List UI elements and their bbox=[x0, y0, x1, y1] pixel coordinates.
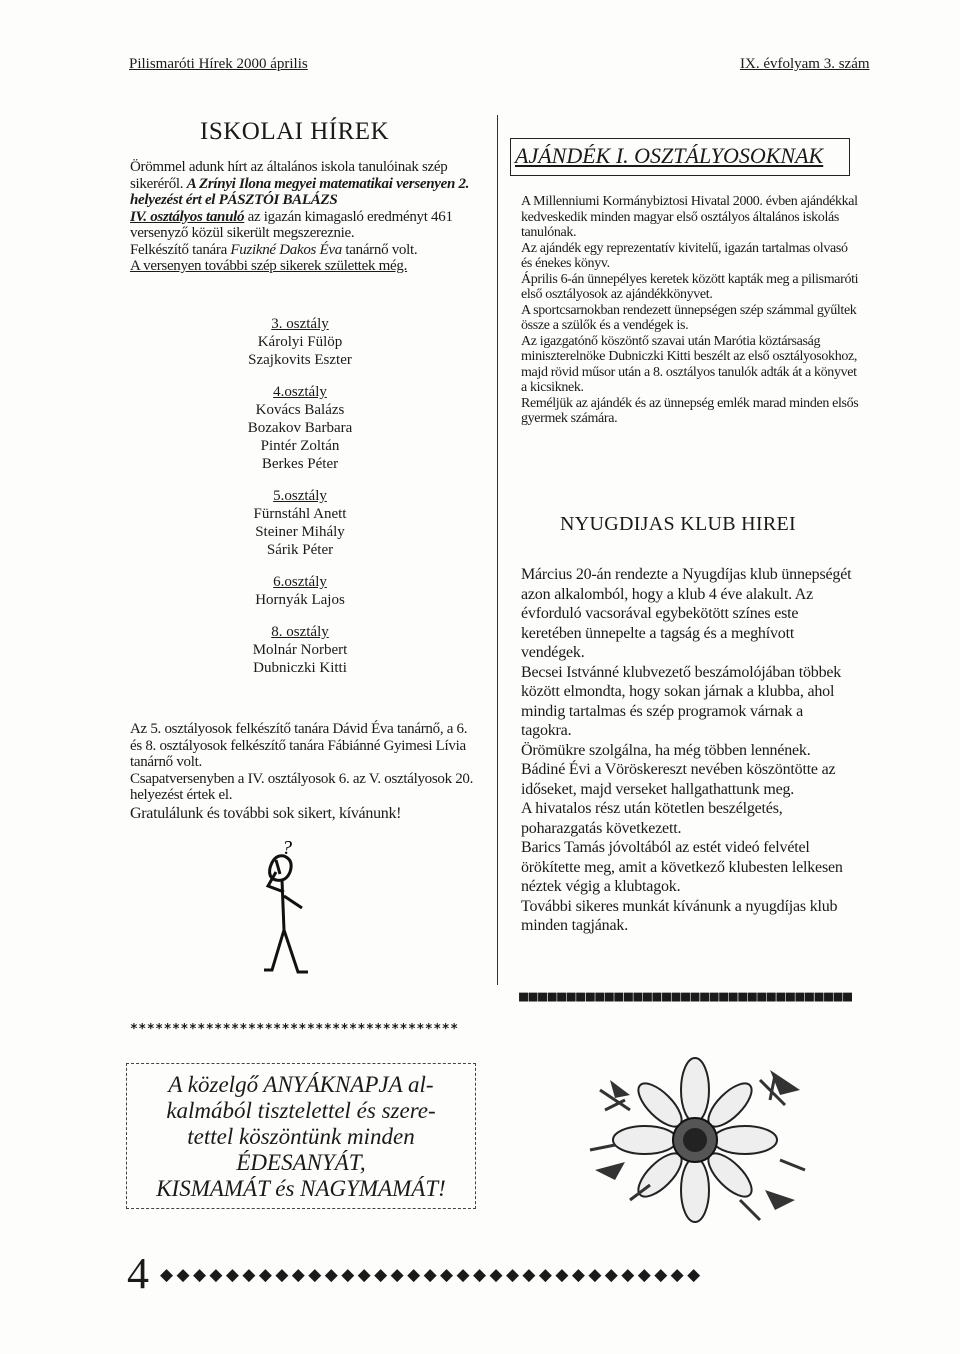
gift-article bbox=[521, 194, 861, 427]
square-dot-separator: ■■■■■■■■■■■■■■■■■■■■■■■■■■■■■■■■■■■ bbox=[519, 987, 853, 1005]
student-name: Dubniczki Kitti bbox=[253, 660, 347, 676]
intro-teacher-prefix: Felkészítő tanára bbox=[130, 241, 231, 258]
intro-text: Örömmel adunk hírt az általános iskola tanulóinak szép sikeréről. bbox=[130, 159, 448, 192]
student-name: Molnár Norbert bbox=[252, 642, 348, 658]
student-name: Pintér Zoltán bbox=[260, 438, 340, 454]
intro-more: A versenyen további szép sikerek születtek még. bbox=[130, 258, 408, 274]
intro-result: az igazán kimagasló eredményt 461 versenyző közül sikerült megszereznie. bbox=[130, 208, 453, 241]
student-name: Steiner Mihály bbox=[255, 524, 345, 540]
school-news-intro bbox=[130, 159, 480, 275]
gift-paragraph: Reméljük az ajándék és az ünnepség emlék marad minden elsős gyermek számára. bbox=[521, 395, 859, 426]
outro-congrats: Gratulálunk és további sok sikert, kívánunk! bbox=[130, 804, 402, 822]
mothers-day-line: tettel köszöntünk minden bbox=[187, 1124, 415, 1149]
student-name: Sárik Péter bbox=[266, 542, 334, 558]
club-paragraph: Március 20-án rendezte a Nyugdíjas klub ünnepségét azon alkalomból, hogy a klub 4 éve alakult. Az évforduló vacsorával egybekötött színes este keretében ünnepelte a tagság és a meghívott vendégek. bbox=[521, 566, 852, 661]
mothers-day-line: kalmából tisztelettel és szere- bbox=[166, 1098, 436, 1123]
student-name: Kovács Balázs bbox=[255, 402, 345, 418]
club-paragraph: Bádiné Évi a Vöröskereszt nevében köszöntötte az időseket, majd verseket hallgathattunk meg. bbox=[521, 761, 836, 798]
student-name: Szajkovits Eszter bbox=[248, 352, 352, 368]
column-divider bbox=[497, 115, 498, 985]
gift-paragraph: A sportcsarnokban rendezett ünnepségen szép számmal gyűltek össze a szülők és a vendégek is. bbox=[521, 302, 857, 333]
class-block bbox=[200, 383, 400, 473]
intro-teacher-suffix: tanárnő volt. bbox=[341, 241, 418, 258]
page-number: 4 bbox=[127, 1249, 149, 1298]
question-mark: ? bbox=[282, 838, 292, 859]
intro-teacher-name: Fuzikné Dakos Éva bbox=[230, 241, 342, 258]
class-title: 5.osztály bbox=[273, 488, 327, 504]
class-block bbox=[200, 573, 400, 609]
gift-paragraph: Az igazgatónő köszöntő szavai után Marótia köztársaság miniszterelnöke Dubniczki Kitti beszélt az első osztályosokhoz, majd rövid műsor után a 8. osztályos tanulók adták át a könyvet a kicsiknek. bbox=[521, 333, 858, 395]
flower-illustration bbox=[570, 1050, 820, 1230]
club-article bbox=[521, 565, 856, 936]
gift-title: AJÁNDÉK I. OSZTÁLYOSOKNAK bbox=[510, 138, 850, 176]
diamond-separator: ◆◆◆◆◆◆◆◆◆◆◆◆◆◆◆◆◆◆◆◆◆◆◆◆◆◆◆◆◆◆◆◆◆ bbox=[160, 1265, 704, 1285]
header-issue: IX. évfolyam 3. szám bbox=[740, 56, 870, 72]
class-block bbox=[200, 487, 400, 559]
class-block bbox=[200, 623, 400, 677]
school-news-outro bbox=[130, 721, 480, 822]
thinking-figure-illustration bbox=[262, 838, 322, 988]
star-separator: *************************************** bbox=[130, 1022, 459, 1037]
mothers-day-box bbox=[126, 1063, 476, 1209]
outro-teachers: Az 5. osztályosok felkészítő tanára Dávid Éva tanárnő, a 6. és 8. osztályosok felkészítő tanára Fábiánné Gyimesi Lívia tanárnő volt. bbox=[130, 721, 468, 770]
class-title: 8. osztály bbox=[271, 624, 329, 640]
intro-student: IV. osztályos tanuló bbox=[130, 208, 245, 225]
gift-paragraph: A Millenniumi Kormánybiztosi Hivatal 2000. évben ajándékkal kedveskedik minden magyar első osztályos általános iskolás tanulónak. bbox=[521, 194, 858, 240]
mothers-day-line: ÉDESANYÁT, bbox=[236, 1150, 366, 1175]
gift-paragraph: Április 6-án ünnepélyes keretek között kapták meg a pilismaróti első osztályosok az ajándékkönyvet. bbox=[521, 271, 859, 302]
student-name: Hornyák Lajos bbox=[255, 592, 345, 608]
club-paragraph: A hivatalos rész után kötetlen beszélgetés, poharazgatás következett. bbox=[521, 800, 783, 837]
class-results bbox=[200, 315, 400, 691]
club-paragraph: További sikeres munkát kívánunk a nyugdíjas klub minden tagjának. bbox=[521, 897, 838, 934]
intro-highlight: A Zrínyi Ilona megyei matematikai versenyen 2. helyezést ért el PÁSZTÓI BALÁZS bbox=[130, 175, 470, 208]
flower-icon bbox=[570, 1050, 820, 1230]
club-paragraph: Barics Tamás jóvoltából az estét videó felvétel örökítette meg, amit a következő klubesten lelkesen néztek végig a klubtagok. bbox=[521, 839, 843, 895]
class-title: 6.osztály bbox=[273, 574, 327, 590]
student-name: Berkes Péter bbox=[261, 456, 339, 472]
club-paragraph: Örömükre szolgálna, ha még többen lennének. bbox=[521, 741, 811, 759]
school-news-title: ISKOLAI HÍREK bbox=[200, 118, 390, 145]
class-title: 4.osztály bbox=[273, 384, 327, 400]
club-paragraph: Becsei Istvánné klubvezető beszámolójában többek között elmondta, hogy sokan járnak a klubba, ahol mindig tartalmas és szép programok várnak a tagokra. bbox=[521, 663, 842, 739]
mothers-day-line: KISMAMÁT és NAGYMAMÁT! bbox=[156, 1176, 446, 1201]
student-name: Károlyi Fülöp bbox=[257, 334, 343, 350]
stick-figure-icon bbox=[262, 838, 322, 988]
student-name: Bozakov Barbara bbox=[247, 420, 353, 436]
outro-team: Csapatversenyben a IV. osztályosok 6. az V. osztályosok 20. helyezést értek el. bbox=[130, 770, 474, 803]
class-block bbox=[200, 315, 400, 369]
club-news-title: NYUGDIJAS KLUB HIREI bbox=[560, 513, 796, 535]
gift-paragraph: Az ajándék egy reprezentatív kivitelű, igazán tartalmas olvasó és énekes könyv. bbox=[521, 240, 848, 271]
student-name: Fürnstáhl Anett bbox=[253, 506, 347, 522]
class-title: 3. osztály bbox=[271, 316, 329, 332]
mothers-day-line: A közelgő ANYÁKNAPJA al- bbox=[168, 1072, 434, 1097]
header-title: Pilismaróti Hírek 2000 április bbox=[129, 56, 308, 72]
